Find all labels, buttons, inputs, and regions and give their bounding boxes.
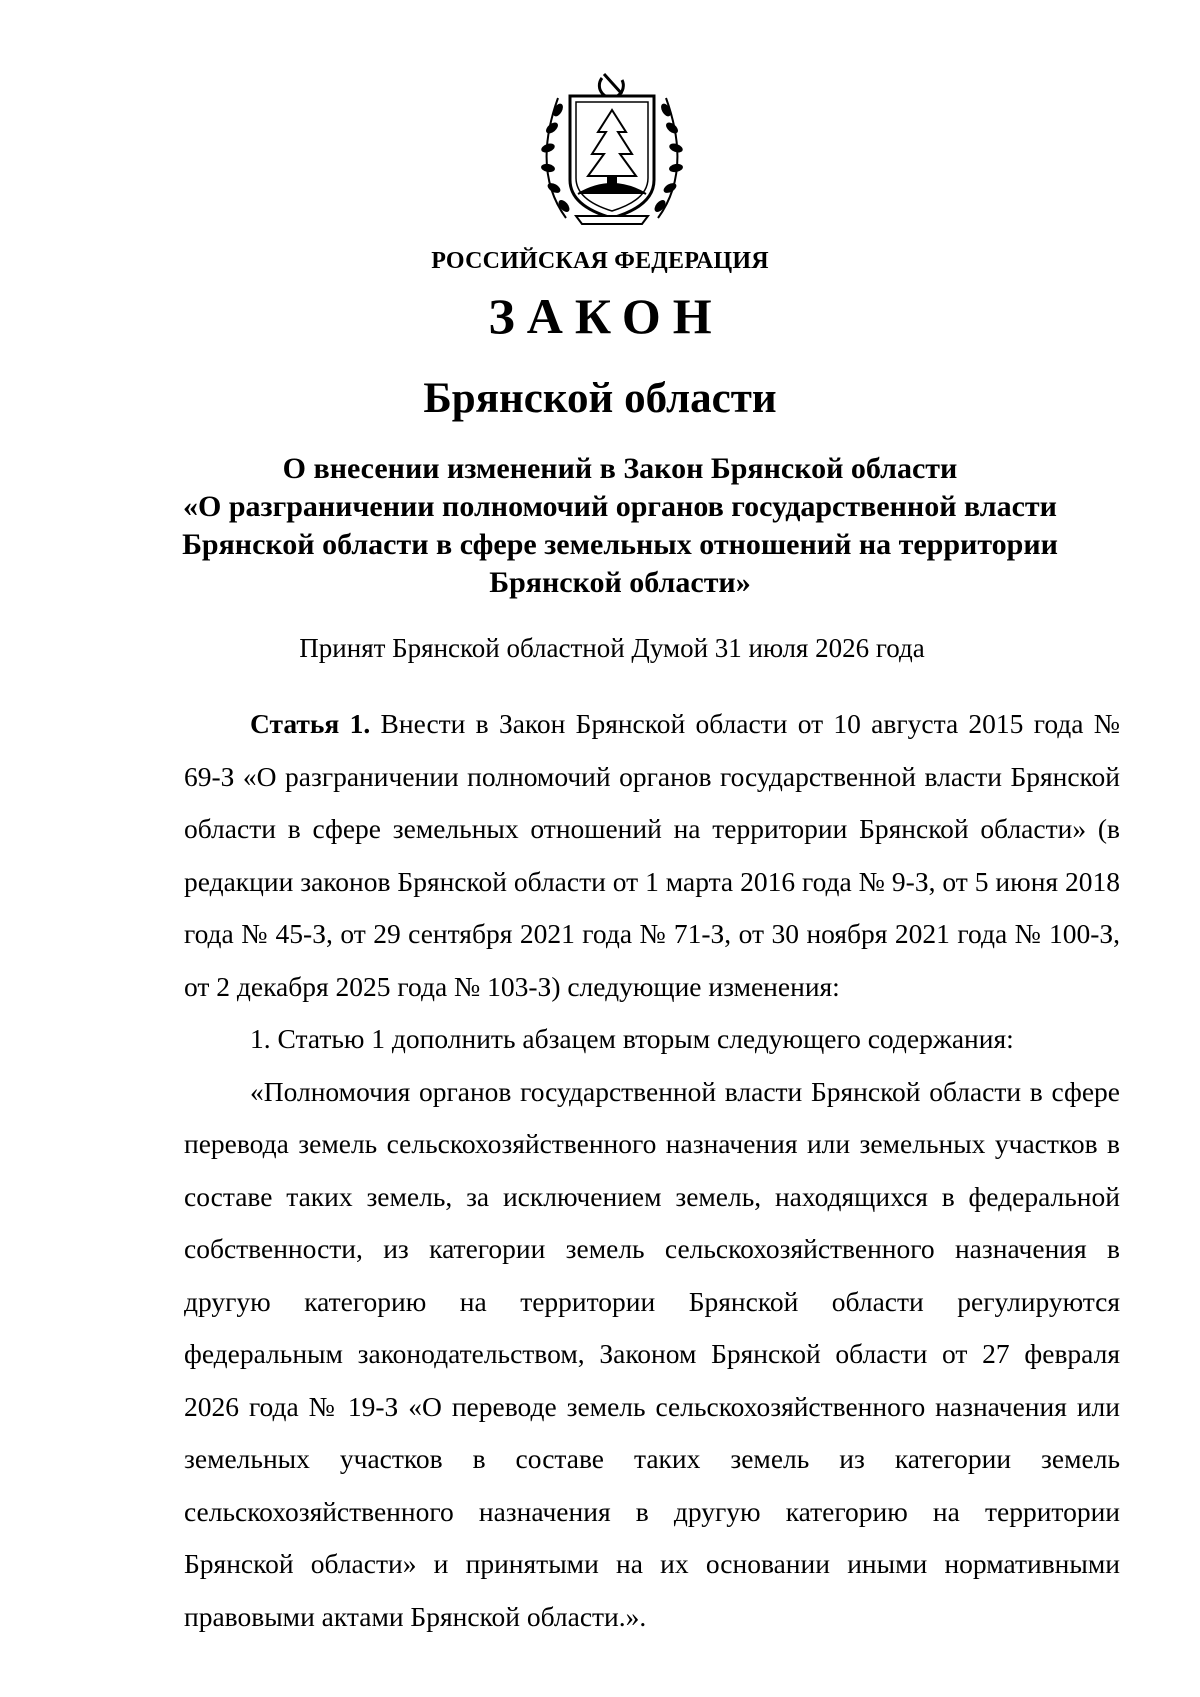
article-1-body — [184, 698, 1120, 1643]
adoption-note: Принят Брянской областной Думой 31 июля 2026 года — [299, 633, 925, 663]
title-line: Брянской области в сфере земельных отношений на территории — [182, 528, 1058, 561]
law-heading: ЗАКОН — [488, 288, 724, 344]
article-label: Статья 1. — [250, 708, 371, 739]
article-1-paragraph — [184, 698, 1120, 1013]
coat-of-arms-emblem — [536, 68, 688, 226]
federation-heading: РОССИЙСКАЯ ФЕДЕРАЦИЯ — [431, 248, 769, 274]
document-title — [160, 450, 1080, 602]
article-1-quoted-paragraph: «Полномочия органов государственной власти Брянской области в сфере перевода земель сельскохозяйственного назначения или земельных участков в составе таких земель, за исключением земель, находящихся в федеральной собственности, из категории земель сельскохозяйственного назначения в другую категорию на территории Брянской области регулируются федеральным законодательством, Законом Брянской области от 27 февраля 2026 года № 19-З «О переводе земель сельскохозяйственного назначения или земельных участков в составе таких земель из категории земель сельскохозяйственного назначения в другую категорию на территории Брянской области» и принятыми на их основании иными нормативными правовыми актами Брянской области.». — [184, 1075, 1120, 1632]
title-line: Брянской области» — [489, 566, 751, 599]
title-line: О внесении изменений в Закон Брянской области — [282, 452, 958, 485]
title-line: «О разграничении полномочий органов государственной власти — [183, 490, 1057, 523]
region-heading: Брянской области — [423, 375, 777, 422]
article-1-text: Внести в Закон Брянской области от 10 августа 2015 года № 69-З «О разграничении полномочий органов государственной власти Брянской области в сфере земельных отношений на территории Брянской области» (в редакции законов Брянской области от 1 марта 2016 года № 9-З, от 5 июня 2018 года № 45-З, от 29 сентября 2021 года № 71-З, от 30 ноября 2021 года № 100-З, от 2 декабря 2025 года № 103-З) следующие изменения: — [184, 708, 1120, 1002]
article-1-item-1: 1. Статью 1 дополнить абзацем вторым следующего содержания: — [250, 1023, 1014, 1054]
